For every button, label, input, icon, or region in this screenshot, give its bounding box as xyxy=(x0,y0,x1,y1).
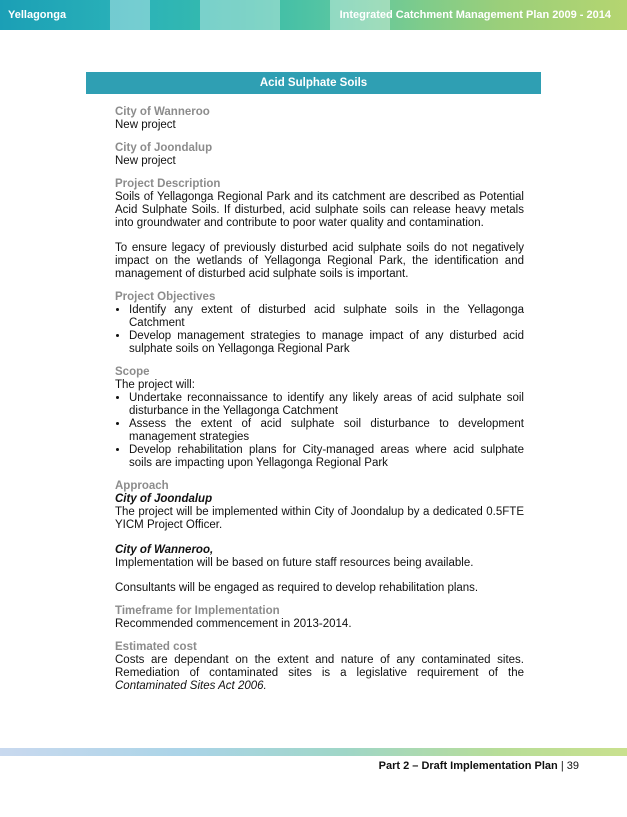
footer-separator: | xyxy=(560,760,564,772)
spacer xyxy=(115,230,524,242)
list-item: • Develop rehabilitation plans for City-managed areas where acid sulphate soils are impacting upon Yellagonga Regional Park xyxy=(129,444,524,470)
footer-band xyxy=(0,748,627,756)
cost-act-title: Contaminated Sites Act 2006. xyxy=(115,680,267,692)
approach-consultants-text: Consultants will be engaged as required to develop rehabilitation plans. xyxy=(115,582,479,594)
page-number: 39 xyxy=(566,760,579,772)
joondalup-status: New project xyxy=(115,155,176,167)
header-band-block xyxy=(110,0,150,30)
content xyxy=(115,106,524,693)
list-item: • Undertake reconnaissance to identify any likely areas of acid sulphate soil disturbance in the Yellagonga Catchment xyxy=(129,392,524,418)
section-title: Acid Sulphate Soils xyxy=(86,72,541,94)
footer xyxy=(379,760,579,772)
approach-joondalup-text: The project will be implemented within City of Joondalup by a dedicated 0.5FTE YICM Project Officer. xyxy=(115,506,524,531)
spacer xyxy=(115,532,524,544)
timeframe-text: Recommended commencement in 2013-2014. xyxy=(115,618,352,630)
heading-approach: Approach xyxy=(115,480,169,492)
header-title: Yellagonga xyxy=(8,9,67,21)
heading-timeframe: Timeframe for Implementation xyxy=(115,605,280,617)
scope-intro: The project will: xyxy=(115,379,195,391)
heading-estimated-cost: Estimated cost xyxy=(115,641,197,653)
heading-scope: Scope xyxy=(115,366,150,378)
header-band-block xyxy=(200,0,280,30)
heading-wanneroo: City of Wanneroo xyxy=(115,106,210,118)
list-item: • Identify any extent of disturbed acid sulphate soils in the Yellagonga Catchment xyxy=(129,304,524,330)
cost-text xyxy=(115,654,524,693)
scope-list xyxy=(115,392,524,470)
description-paragraph-2: To ensure legacy of previously disturbed acid sulphate soils do not negatively impact on the wetlands of Yellagonga Regional Park, the identification and management of disturbed acid sulphate soils is important. xyxy=(115,242,524,280)
list-item: • Develop management strategies to manage impact of any disturbed acid sulphate soils on Yellagonga Regional Park xyxy=(129,330,524,356)
cost-text-body: Costs are dependant on the extent and nature of any contaminated sites. Remediation of contaminated sites is a legislative requirement of the xyxy=(115,654,524,679)
header-document-title: Integrated Catchment Management Plan 2009 - 2014 xyxy=(339,9,611,21)
approach-joondalup-label: City of Joondalup xyxy=(115,493,213,505)
heading-joondalup: City of Joondalup xyxy=(115,142,213,154)
approach-wanneroo-label: City of Wanneroo, xyxy=(115,544,214,556)
heading-project-objectives: Project Objectives xyxy=(115,291,216,303)
approach-wanneroo-text: Implementation will be based on future staff resources being available. xyxy=(115,557,474,569)
footer-label: Part 2 – Draft Implementation Plan xyxy=(378,760,558,772)
heading-project-description: Project Description xyxy=(115,178,221,190)
list-item: • Assess the extent of acid sulphate soil disturbance to development management strategies xyxy=(129,418,524,444)
header-band xyxy=(0,0,627,30)
spacer xyxy=(115,570,524,582)
description-paragraph-1: Soils of Yellagonga Regional Park and its catchment are described as Potential Acid Sulphate Soils. If disturbed, acid sulphate soils can release heavy metals into groundwater and contribute to poor water quality and contamination. xyxy=(115,191,524,229)
wanneroo-status: New project xyxy=(115,119,176,131)
objectives-list xyxy=(115,304,524,356)
